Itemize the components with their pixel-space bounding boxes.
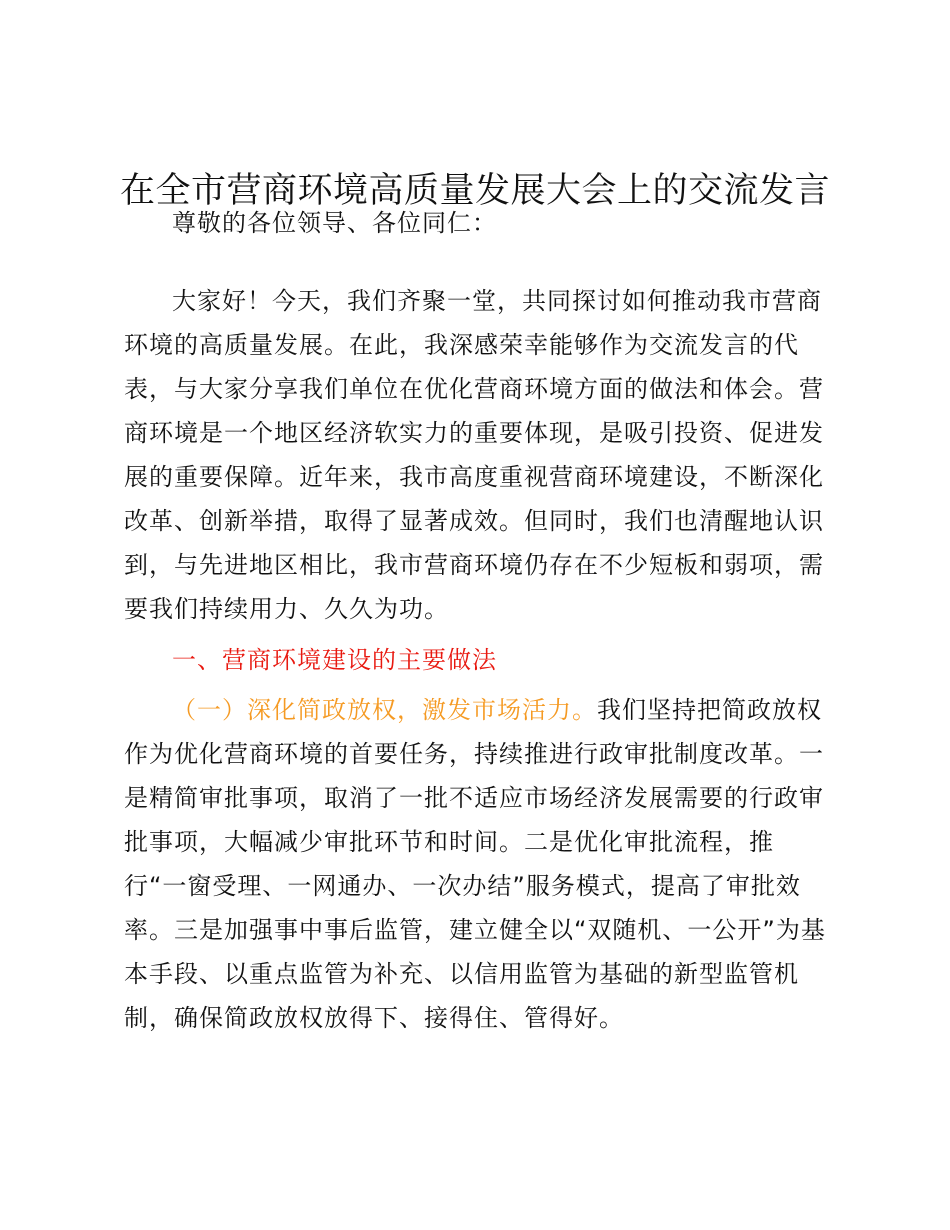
paragraph-subsection <box>124 688 834 1040</box>
document-title: 在全市营商环境高质量发展大会上的交流发言 <box>119 171 830 211</box>
subsection-heading: （一）深化简政放权，激发市场活力。 <box>172 696 597 724</box>
salutation: 尊敬的各位领导、各位同仁： <box>172 209 497 237</box>
section-heading: 一、营商环境建设的主要做法 <box>172 646 497 674</box>
paragraph-intro: 大家好！今天，我们齐聚一堂，共同探讨如何推动我市营商环境的高质量发展。在此，我深感荣幸能够作为交流发言的代表，与大家分享我们单位在优化营商环境方面的做法和体会。营商环境是一个地区经济软实力的重要体现，是吸引投资、促进发展的重要保障。近年来，我市高度重视营商环境建设，不断深化改革、创新举措，取得了显著成效。但同时，我们也清醒地认识到，与先进地区相比，我市营商环境仍存在不少短板和弱项，需要我们持续用力、久久为功。 <box>124 287 824 623</box>
subsection-body: 我们坚持把简政放权作为优化营商环境的首要任务，持续推进行政审批制度改革。一是精简审批事项，取消了一批不适应市场经济发展需要的行政审批事项，大幅减少审批环节和时间。二是优化审批流程，推行“一窗受理、一网通办、一次办结”服务模式，提高了审批效率。三是加强事中事后监管，建立健全以“双随机、一公开”为基本手段、以重点监管为补充、以信用监管为基础的新型监管机制，确保简政放权放得下、接得住、管得好。 <box>124 696 826 1032</box>
